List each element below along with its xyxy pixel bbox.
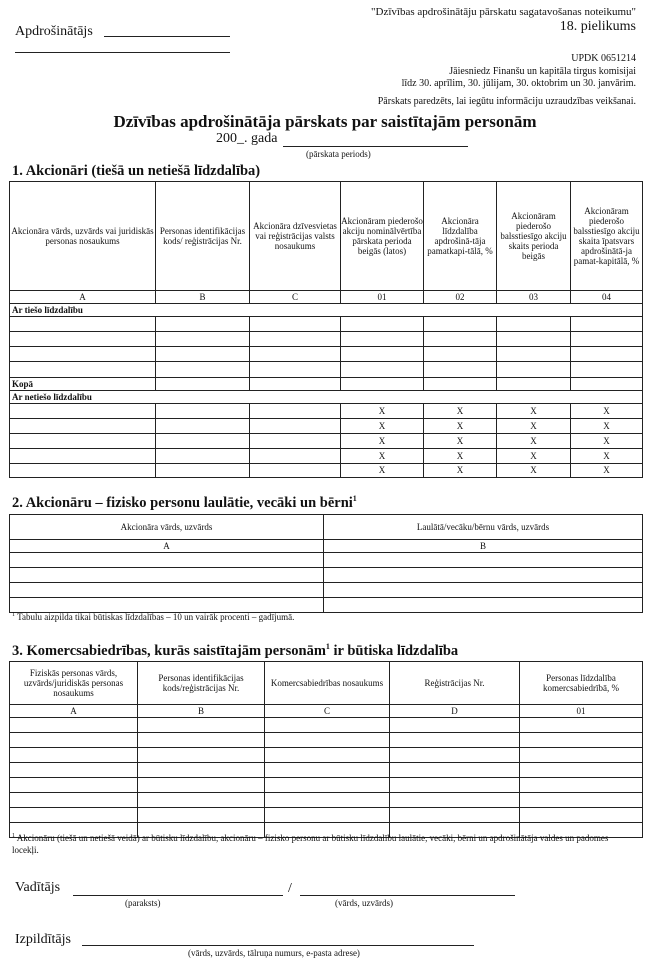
code-a: A xyxy=(10,705,138,718)
indirect-participation-row xyxy=(10,391,643,404)
table-row[interactable] xyxy=(10,449,643,464)
table-row[interactable] xyxy=(10,808,643,823)
section3-heading-text: 3. Komercsabiedrības, kurās saistītajām personām xyxy=(12,642,326,659)
report-purpose: Pārskats paredzēts, lai iegūtu informāciju uzraudzības veikšanai. xyxy=(377,96,636,107)
period-line[interactable] xyxy=(283,146,468,147)
section3-footnote xyxy=(12,833,637,856)
report-title: Dzīvības apdrošinātāja pārskats par saistītajām personām xyxy=(113,112,537,131)
code-01: 01 xyxy=(341,291,424,304)
name-caption: (vārds, uzvārds) xyxy=(335,898,393,908)
x-mark: X xyxy=(341,449,424,464)
table-row[interactable] xyxy=(10,748,643,763)
code-a: A xyxy=(10,540,324,553)
section2-footnote xyxy=(12,612,294,622)
code-b: B xyxy=(156,291,250,304)
table-row[interactable] xyxy=(10,434,643,449)
col-relative-name: Laulātā/vecāku/bērnu vārds, uzvārds xyxy=(324,515,643,540)
table-row[interactable] xyxy=(10,419,643,434)
code-02: 02 xyxy=(424,291,497,304)
col-shareholder-name: Akcionāra vārds, uzvārds vai juridiskās personas nosaukums xyxy=(10,182,156,291)
section3-heading xyxy=(12,642,458,660)
x-mark: X xyxy=(497,419,571,434)
table-row[interactable] xyxy=(10,598,643,613)
section2-heading-text: 2. Akcionāru – fizisko personu laulātie, vecāki un bērni xyxy=(12,494,353,511)
table-row[interactable] xyxy=(10,733,643,748)
table-row[interactable] xyxy=(10,718,643,733)
section1-heading: 1. Akcionāri (tiešā un netiešā līdzdalība) xyxy=(12,163,261,179)
col-capital-share: Akcionāra līdzdalība apdrošinā-tāja pamatkapi-tālā, % xyxy=(424,182,497,291)
regulation-title: "Dzīvības apdrošinātāju pārskatu sagatavošanas noteikumu" xyxy=(371,6,636,18)
col-voting-share-ratio: Akcionāram piederošo balsstiesīgo akciju skaita īpatsvars apdrošinātā-ja pamat-kapitālā, % xyxy=(571,182,643,291)
table-row[interactable] xyxy=(10,347,643,362)
x-mark: X xyxy=(424,464,497,478)
shareholders-table xyxy=(9,181,643,478)
col-personal-code: Personas identifikācijas kods/reģistrācijas Nr. xyxy=(138,662,265,705)
col-nominal-value: Akcionāram piederošo akciju nominālvērtība pārskata perioda beigās (latos) xyxy=(341,182,424,291)
x-mark: X xyxy=(341,464,424,478)
x-mark: X xyxy=(497,404,571,419)
manager-label: Vadītājs xyxy=(15,880,61,895)
submit-line-2: līdz 30. aprīlim, 30. jūlijam, 30. oktobrim un 30. janvārim. xyxy=(401,78,636,89)
insurer-name-line-2[interactable] xyxy=(15,52,230,53)
col-company-name: Komercsabiedrības nosaukums xyxy=(265,662,390,705)
x-mark: X xyxy=(424,449,497,464)
x-mark: X xyxy=(341,419,424,434)
col-participation-percent: Personas līdzdalība komercsabiedrībā, % xyxy=(520,662,643,705)
table-row[interactable] xyxy=(10,317,643,332)
table-row[interactable] xyxy=(10,332,643,347)
col-voting-shares: Akcionāram piederošo balsstiesīgo akciju skaits perioda beigās xyxy=(497,182,571,291)
footnote-text: Akcionāru (tiešā un netiešā veidā) ar būtisku līdzdalību, akcionāru – fizisko personu ar būtisku līdzdalību laulātie, vecāki, bērni un apdrošinātāja valdes un padomes locekļi. xyxy=(12,833,609,855)
x-mark: X xyxy=(571,464,643,478)
manager-signature-line[interactable] xyxy=(73,895,283,896)
relatives-header-row xyxy=(10,515,643,540)
total-label: Kopā xyxy=(10,378,156,391)
section3-heading-text-end: ir būtiska līdzdalība xyxy=(329,642,459,659)
table-row[interactable] xyxy=(10,464,643,478)
x-mark: X xyxy=(424,434,497,449)
footnote-mark: 1 xyxy=(12,833,15,839)
shareholders-header-row xyxy=(10,182,643,291)
code-04: 04 xyxy=(571,291,643,304)
table-row[interactable] xyxy=(10,362,643,378)
insurer-name-line[interactable] xyxy=(104,36,230,37)
form-code: UPDK 0651214 xyxy=(571,53,636,64)
code-01: 01 xyxy=(520,705,643,718)
col-person-name: Fiziskās personas vārds, uzvārds/juridiskās personas nosaukums xyxy=(10,662,138,705)
relatives-code-row xyxy=(10,540,643,553)
col-personal-code: Personas identifikācijas kods/ reģistrācijas Nr. xyxy=(156,182,250,291)
table-row[interactable] xyxy=(10,404,643,419)
table-row[interactable] xyxy=(10,583,643,598)
table-row[interactable] xyxy=(10,568,643,583)
direct-participation-label: Ar tiešo līdzdalību xyxy=(10,304,643,317)
section2-footnote-ref: 1 xyxy=(352,494,357,503)
x-mark: X xyxy=(571,404,643,419)
code-c: C xyxy=(250,291,341,304)
table-row[interactable] xyxy=(10,793,643,808)
executor-caption: (vārds, uzvārds, tālruņa numurs, e-pasta adrese) xyxy=(188,948,360,958)
submit-line-1: Jāiesniedz Finanšu un kapitāla tirgus komisijai xyxy=(449,66,636,77)
manager-name-line[interactable] xyxy=(300,895,515,896)
col-registration-number: Reģistrācijas Nr. xyxy=(390,662,520,705)
col-shareholder-name: Akcionāra vārds, uzvārds xyxy=(10,515,324,540)
section2-heading xyxy=(12,494,357,512)
insurer-label: Apdrošinātājs xyxy=(15,24,93,39)
x-mark: X xyxy=(424,404,497,419)
executor-label: Izpildītājs xyxy=(15,932,71,947)
period-caption: (pārskata periods) xyxy=(306,149,371,159)
signature-caption: (paraksts) xyxy=(125,898,161,908)
col-country: Akcionāra dzīvesvietas vai reģistrācijas valsts nosaukums xyxy=(250,182,341,291)
executor-line[interactable] xyxy=(82,945,474,946)
companies-code-row xyxy=(10,705,643,718)
code-b: B xyxy=(138,705,265,718)
x-mark: X xyxy=(424,419,497,434)
x-mark: X xyxy=(341,434,424,449)
code-a: A xyxy=(10,291,156,304)
direct-participation-row xyxy=(10,304,643,317)
code-b: B xyxy=(324,540,643,553)
total-row xyxy=(10,378,643,391)
appendix-number: 18. pielikums xyxy=(559,19,636,34)
x-mark: X xyxy=(571,449,643,464)
x-mark: X xyxy=(497,464,571,478)
footnote-mark: 1 xyxy=(12,612,15,618)
x-mark: X xyxy=(497,449,571,464)
companies-table xyxy=(9,661,643,838)
code-03: 03 xyxy=(497,291,571,304)
relatives-table xyxy=(9,514,643,613)
footnote-text: Tabulu aizpilda tikai būtiskas līdzdalības – 10 un vairāk procenti – gadījumā. xyxy=(17,612,295,622)
year-prefix: 200_. gada xyxy=(216,131,278,146)
table-row[interactable] xyxy=(10,553,643,568)
code-c: C xyxy=(265,705,390,718)
table-row[interactable] xyxy=(10,778,643,793)
shareholders-code-row xyxy=(10,291,643,304)
x-mark: X xyxy=(497,434,571,449)
table-row[interactable] xyxy=(10,763,643,778)
code-d: D xyxy=(390,705,520,718)
companies-header-row xyxy=(10,662,643,705)
indirect-participation-label: Ar netiešo līdzdalību xyxy=(10,391,643,404)
x-mark: X xyxy=(341,404,424,419)
x-mark: X xyxy=(571,434,643,449)
x-mark: X xyxy=(571,419,643,434)
slash-separator: / xyxy=(288,881,292,896)
section3-footnote-ref: 1 xyxy=(325,642,330,651)
